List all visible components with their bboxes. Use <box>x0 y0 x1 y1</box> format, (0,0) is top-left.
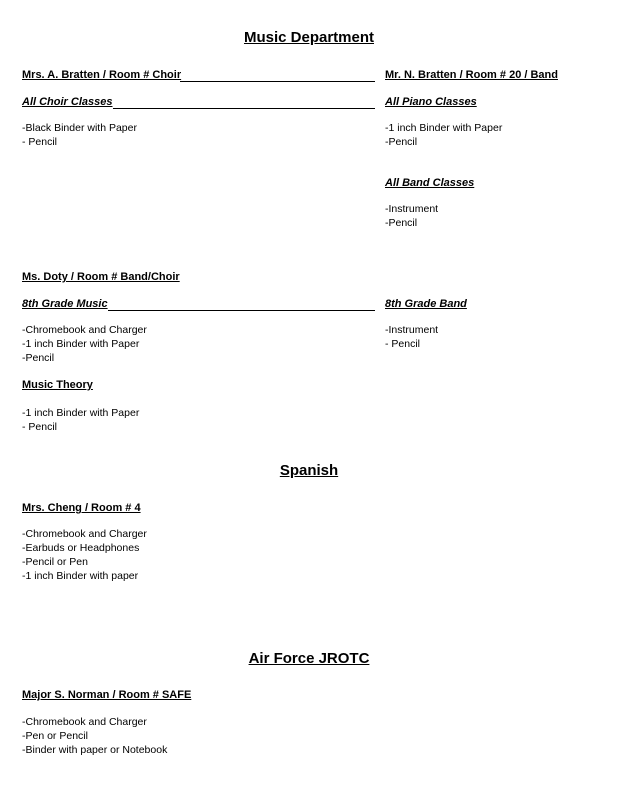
section-choir-classes: All Choir Classes <box>22 96 113 108</box>
list-item: -Instrument <box>385 324 439 336</box>
music-department-title: Music Department <box>243 29 375 46</box>
heading-underline-a-bratten <box>180 81 375 82</box>
teacher-heading-a-bratten: Mrs. A. Bratten / Room # Choir <box>22 69 182 81</box>
list-item: -Pencil <box>385 136 418 148</box>
list-item: -Instrument <box>385 203 439 215</box>
list-item: -Pencil or Pen <box>22 556 88 568</box>
section-8th-grade-band: 8th Grade Band <box>385 298 467 310</box>
list-item: - Pencil <box>22 421 58 433</box>
section-music-theory: Music Theory <box>22 379 93 391</box>
spanish-title: Spanish <box>279 462 339 479</box>
list-item: -Binder with paper or Notebook <box>22 744 168 756</box>
teacher-heading-cheng: Mrs. Cheng / Room # 4 <box>22 502 141 514</box>
list-item: -Black Binder with Paper <box>22 122 137 134</box>
section-underline-choir <box>113 108 375 109</box>
list-item: -1 inch Binder with Paper <box>22 338 140 350</box>
list-item: -1 inch Binder with Paper <box>22 407 140 419</box>
teacher-heading-norman: Major S. Norman / Room # SAFE <box>22 689 192 701</box>
section-8th-grade-music: 8th Grade Music <box>22 298 108 310</box>
list-item: -Chromebook and Charger <box>22 528 147 540</box>
list-item: -Chromebook and Charger <box>22 324 147 336</box>
list-item: -Pen or Pencil <box>22 730 88 742</box>
jrotc-title: Air Force JROTC <box>248 650 370 667</box>
section-underline-8th-music <box>108 310 375 311</box>
teacher-heading-doty: Ms. Doty / Room # Band/Choir <box>22 271 180 283</box>
list-item: -Pencil <box>22 352 55 364</box>
list-item: - Pencil <box>385 338 421 350</box>
list-item: -Chromebook and Charger <box>22 716 147 728</box>
section-piano-classes: All Piano Classes <box>385 96 477 108</box>
list-item: -1 inch Binder with paper <box>22 570 139 582</box>
list-item: -1 inch Binder with Paper <box>385 122 503 134</box>
list-item: -Pencil <box>385 217 418 229</box>
teacher-heading-n-bratten: Mr. N. Bratten / Room # 20 / Band <box>385 69 558 81</box>
list-item: - Pencil <box>22 136 58 148</box>
list-item: -Earbuds or Headphones <box>22 542 140 554</box>
section-band-classes: All Band Classes <box>385 177 475 189</box>
